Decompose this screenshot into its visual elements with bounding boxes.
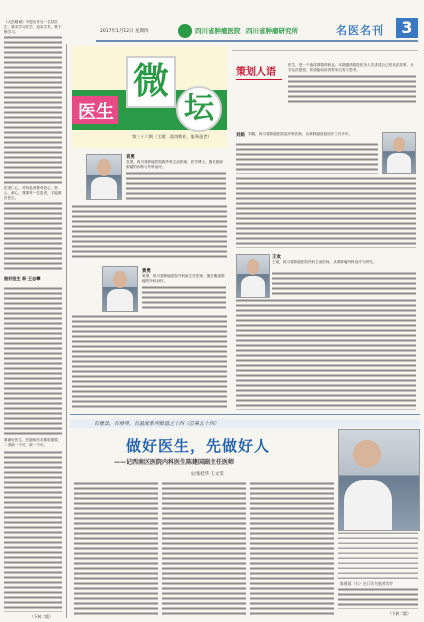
profile-photo [86,154,122,200]
editor-note-title: 策划人语 [236,67,276,78]
left-text-block [4,35,62,185]
left-paragraph: 医者仁心，对待患者要有爱心、细心、耐心，尊重每一位患者，才能做好医生。 [4,186,62,200]
section-title: 名医名刊 [336,24,384,37]
hospital-logo-icon [178,24,192,38]
profile-card [72,262,227,412]
profile-photo [102,266,138,312]
feature-text [338,531,418,579]
left-text-block [4,201,62,271]
masthead-subtitle: 四川省肿瘤研究所 [246,27,298,35]
profile-intro: 王欢，四川省肿瘤医院内科主治医师，从事肿瘤内科治疗与研究。 [272,260,377,264]
header-rule [96,40,418,42]
column-divider [66,44,67,618]
banner-char-doctor-1: 医 [78,102,96,123]
left-paragraph: 要做好医生，医德和医术都很重要，二者缺一不可，缺一不可。 [4,438,62,447]
profile-name: 袁勇 [126,155,135,160]
left-text-block [4,450,62,612]
profile-name: 黄勇 [142,269,151,274]
feature-continued: （下转二版） [388,611,411,616]
feature-headline: 做好医生，先做好人 [126,437,271,455]
masthead-title: 四川省肿瘤医院 [195,27,241,35]
banner-char-doctor-2: 生 [96,102,114,123]
profile-text [272,271,416,295]
profile-card [232,130,418,250]
editor-note [232,50,418,129]
left-column [4,18,64,618]
profile-text [236,298,416,410]
editor-note-body: 医生，是一个值得尊敬的职业。本期邀请我院医务人员讲述自己的从医故事，分享从医感悟，希望能给读者带来启发与思考。 [288,63,414,72]
feature-subheadline: ——记西南区医院内科医生陈建国副主任医师 [114,459,235,466]
profile-text [236,142,378,174]
profile-text [72,314,227,410]
banner-subtitle: 第三十六期（主题：爱岗敬业，服务患者） [132,134,212,139]
editor-note-rule [236,79,282,80]
banner-char-wei: 微 [126,56,176,108]
feature-text [250,481,334,615]
left-continued: （下转二版） [30,614,53,619]
profile-photo [236,254,270,298]
feature-photo-caption: 陈建国（右）在门诊为患者诊疗 [340,581,394,586]
feature-kicker: 有愿景，有境界，有温度系列报道之十四（总第五十四） [94,421,220,427]
profile-intro: 刘娟，四川省肿瘤医院放疗科医师，从事肿瘤放射治疗工作多年。 [248,132,353,136]
profile-intro: 袁勇，四川省肿瘤医院胸外科主治医师，医学博士。擅长胸部肿瘤的诊断与外科治疗。 [126,160,224,169]
profile-intro: 黄勇，四川省肿瘤医院外科副主任医师，擅长腹部肿瘤的外科治疗。 [142,274,225,283]
profile-photo [382,132,416,174]
profile-text [236,176,416,248]
feature-photo [338,429,420,531]
profile-name: 刘娟 [236,133,245,138]
feature-text [162,481,246,615]
left-text-block [4,286,62,436]
feature-byline: 文/张桂华 王文雯 [190,472,224,477]
page-number: 3 [396,18,418,38]
column-banner [72,46,227,148]
left-subheading: 做好医生 职 王志攀 [4,276,41,281]
left-paragraph: 《大医精诚》中提出作为一名好医生，要求学习医学，追求学术，要不断学习。 [4,20,62,34]
feature-text [338,587,418,609]
feature-text [74,481,158,615]
profile-name: 王欢 [272,255,281,260]
profile-card [72,150,227,260]
profile-text [126,171,226,201]
date-line: 2017年1月12日 星期四 [100,29,149,34]
editor-note-text [288,74,416,104]
banner-char-tan: 坛 [176,86,222,132]
profile-card [232,252,418,412]
feature-section [70,414,420,619]
profile-text [142,285,226,311]
profile-text [72,204,227,259]
